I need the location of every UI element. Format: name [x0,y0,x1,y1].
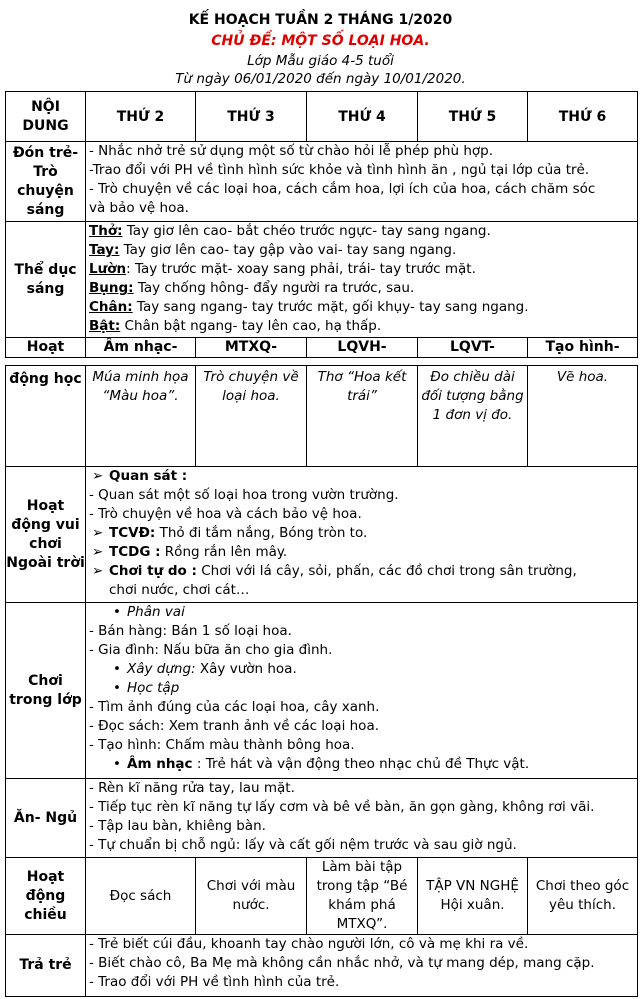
exercise-label: Thể dục sáng [6,222,86,338]
text-line: - Trò chuyện về các loại hoa, cách cắm hoa, lợi ích của hoa, cách chăm sóc [89,181,596,197]
exercise-line: Tay: Tay giơ lên cao- tay gập vào vai- tay sang ngang. [89,242,457,258]
exercise-content [86,222,638,338]
subject-cell: MTXQ- [196,338,307,358]
subject-cell: Âm nhạc- [86,338,196,358]
day-header: THỨ 5 [418,92,528,142]
welcome-content [86,142,638,222]
text-line: - Gia đình: Nấu bữa ăn cho gia đình. [89,642,333,658]
content-header: NỘI DUNG [6,92,86,142]
bullet-icon: • [113,604,121,620]
afternoon-label: Hoạt động chiều [6,858,86,935]
text-line: và bảo vệ hoa. [89,200,189,216]
free-play-line: ➢ Chơi tự do : Chơi với lá cây, sỏi, phấn, các đồ chơi trong sân trường, [89,562,635,581]
exercise-line: Bật: Chân bật ngang- tay lên cao, hạ thấp. [89,318,382,334]
meal-content [86,779,638,858]
text-line: - Nhắc nhở trẻ sử dụng một số từ chào hỏi lễ phép phù hợp. [89,143,493,159]
meal-label: Ăn- Ngủ [6,779,86,858]
music-line: • Âm nhạc : Trẻ hát và vận động theo nhạc chủ đề Thực vật. [89,755,635,774]
text-line: - Tìm ảnh đúng của các loại hoa, cây xanh. [89,699,380,715]
afternoon-cell: Làm bài tập trong tập “Bé khám phá MTXQ”. [307,858,418,935]
text-line: - Tự chuẩn bị chỗ ngủ: lấy và cất gối nệm trước và sau giờ ngủ. [89,837,517,853]
pickup-content [86,935,638,997]
exercise-line: Thở: Tay giơ lên cao- bắt chéo trước ngực- tay sang ngang. [89,223,491,239]
outdoor-row [6,467,638,603]
table-header-row [6,92,638,142]
class-name: Lớp Mẫu giáo 4-5 tuổi [247,53,394,69]
learning-label-top: Hoạt [6,338,86,358]
bullet-icon: • [113,756,121,772]
arrow-bullet-icon: ➢ [92,544,104,560]
learning-subject-row [6,338,638,358]
plan-title: KẾ HOẠCH TUẦN 2 THÁNG 1/2020 [188,12,453,28]
afternoon-cell: Đọc sách [86,858,196,935]
text-line: - Đọc sách: Xem tranh ảnh về các loại hoa. [89,718,380,734]
outdoor-label: Hoạt động vui chơi Ngoài trời [6,467,86,603]
welcome-row [6,142,638,222]
text-line: - Tập lau bàn, khiêng bàn. [89,818,266,834]
theme-title: CHỦ ĐỀ: MỘT SỐ LOẠI HOA. [211,33,430,49]
day-header: THỨ 6 [528,92,638,142]
topic-cell: Múa minh họa “Màu hoa”. [86,366,196,467]
day-header: THỨ 2 [86,92,196,142]
text-line: - Trao đổi với PH về tình hình của trẻ. [89,974,340,990]
exercise-line: Bụng: Tay chống hông- đẩy người ra trước, sau. [89,280,415,296]
learning-topic-row [6,366,638,467]
exercise-line: Chân: Tay sang ngang- tay trước mặt, gối khụy- tay sang ngang. [89,299,529,315]
arrow-bullet-icon: ➢ [92,563,104,579]
subject-cell: LQVT- [418,338,528,358]
date-range: Từ ngày 06/01/2020 đến ngày 10/01/2020. [175,71,466,87]
day-header: THỨ 3 [196,92,307,142]
outdoor-content [86,467,638,603]
build-line: • Xây dựng: Xây vườn hoa. [89,660,635,679]
day-header: THỨ 4 [307,92,418,142]
tcdg-line: ➢ TCDG : Rồng rắn lên mây. [89,543,635,562]
topic-cell: Trò chuyện về loại hoa. [196,366,307,467]
meal-row [6,779,638,858]
study-heading: • Học tập [89,679,635,698]
pickup-label: Trả trẻ [6,935,86,997]
afternoon-row [6,858,638,935]
topic-cell: Thơ “Hoa kết trái” [307,366,418,467]
text-line: - Trẻ biết cúi đầu, khoanh tay chào người lớn, cô và mẹ khi ra về. [89,936,529,952]
afternoon-cell: Chơi với màu nước. [196,858,307,935]
plan-table-bottom [5,365,638,997]
exercise-line: Lườn: Tay trước mặt- xoay sang phải, trái- tay trước mặt. [89,261,476,277]
afternoon-cell: Chơi theo góc yêu thích. [528,858,638,935]
pickup-row [6,935,638,997]
text-line: - Tiếp tục rèn kĩ năng tự lấy cơm và bê về bàn, ăn gọn gàng, không rơi vãi. [89,799,595,815]
afternoon-cell: TẬP VN NGHỆ Hội xuân. [418,858,528,935]
learning-label-bottom: động học [6,366,86,467]
welcome-label: Đón trẻ- Trò chuyện sáng [6,142,86,222]
subject-cell: LQVH- [307,338,418,358]
observe-heading: ➢ Quan sát : [89,467,635,486]
plan-table-top [5,91,638,358]
exercise-row [6,222,638,338]
text-line: - Biết chào cô, Ba Mẹ mà không cần nhắc nhở, và tự mang dép, mang cặp. [89,955,595,971]
corners-content [86,603,638,779]
corners-label: Chơi trong lớp [6,603,86,779]
text-line: - Rèn kĩ năng rửa tay, lau mặt. [89,780,295,796]
tcvd-line: ➢ TCVĐ: Thỏ đi tắm nắng, Bóng tròn to. [89,524,635,543]
text-line: - Quan sát một số loại hoa trong vườn trường. [89,487,399,503]
subject-cell: Tạo hình- [528,338,638,358]
arrow-bullet-icon: ➢ [92,525,104,541]
topic-cell: Đo chiều dài đối tượng bằng 1 đơn vị đo. [418,366,528,467]
role-heading: • Phân vai [89,603,635,622]
topic-cell: Vẽ hoa. [528,366,638,467]
arrow-bullet-icon: ➢ [92,468,104,484]
text-line: - Trò chuyện về hoa và cách bảo vệ hoa. [89,506,362,522]
text-line: - Tạo hình: Chấm màu thành bông hoa. [89,737,355,753]
bullet-icon: • [113,661,121,677]
corners-row [6,603,638,779]
bullet-icon: • [113,680,121,696]
text-line: - Bán hàng: Bán 1 số loại hoa. [89,623,292,639]
text-line: chơi nước, chơi cát… [109,582,250,598]
text-line: -Trao đổi với PH về tình hình sức khỏe và tình hình ăn , ngủ tại lớp của trẻ. [89,162,590,178]
